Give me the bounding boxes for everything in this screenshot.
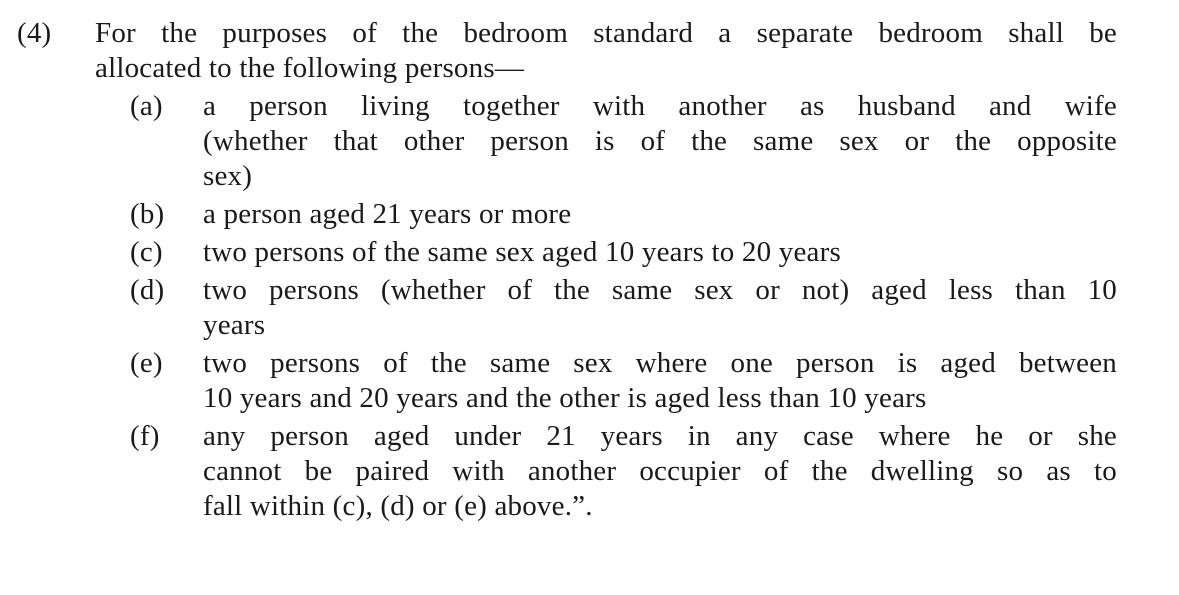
intro-line: allocated to the following persons— bbox=[95, 52, 525, 84]
item-body bbox=[203, 235, 1117, 270]
item-line: fall within (c), (d) or (e) above.”. bbox=[203, 490, 593, 522]
list-item bbox=[130, 419, 1117, 524]
item-body bbox=[203, 419, 1117, 524]
intro-line: For the purposes of the bedroom standard a separate bedroom shall be bbox=[95, 17, 1117, 49]
item-line: two persons of the same sex aged 10 years to 20 years bbox=[203, 236, 841, 268]
item-label: (d) bbox=[130, 274, 165, 306]
item-line: (whether that other person is of the same sex or the opposite bbox=[203, 125, 1117, 157]
item-label: (b) bbox=[130, 198, 165, 230]
item-label: (f) bbox=[130, 420, 160, 452]
item-line: a person aged 21 years or more bbox=[203, 198, 572, 230]
item-label: (e) bbox=[130, 347, 163, 379]
item-line: a person living together with another as husband and wife bbox=[203, 90, 1117, 122]
list-item bbox=[130, 89, 1117, 194]
list-item bbox=[130, 235, 1117, 270]
list-item bbox=[130, 197, 1117, 232]
item-line: years bbox=[203, 309, 266, 341]
subsection-list bbox=[130, 89, 1117, 524]
item-line: 10 years and 20 years and the other is aged less than 10 years bbox=[203, 382, 927, 414]
item-body bbox=[203, 89, 1117, 194]
item-label: (a) bbox=[130, 90, 163, 122]
item-line: sex) bbox=[203, 160, 253, 192]
item-line: two persons (whether of the same sex or not) aged less than 10 bbox=[203, 274, 1117, 306]
section-intro bbox=[95, 16, 1117, 86]
item-line: any person aged under 21 years in any case where he or she bbox=[203, 420, 1117, 452]
item-body bbox=[203, 346, 1117, 416]
legal-section-4 bbox=[17, 16, 1117, 86]
item-line: cannot be paired with another occupier of the dwelling so as to bbox=[203, 455, 1117, 487]
item-body bbox=[203, 273, 1117, 343]
list-item bbox=[130, 346, 1117, 416]
item-body bbox=[203, 197, 1117, 232]
section-number: (4) bbox=[17, 17, 52, 49]
item-label: (c) bbox=[130, 236, 163, 268]
item-line: two persons of the same sex where one person is aged between bbox=[203, 347, 1117, 379]
list-item bbox=[130, 273, 1117, 343]
